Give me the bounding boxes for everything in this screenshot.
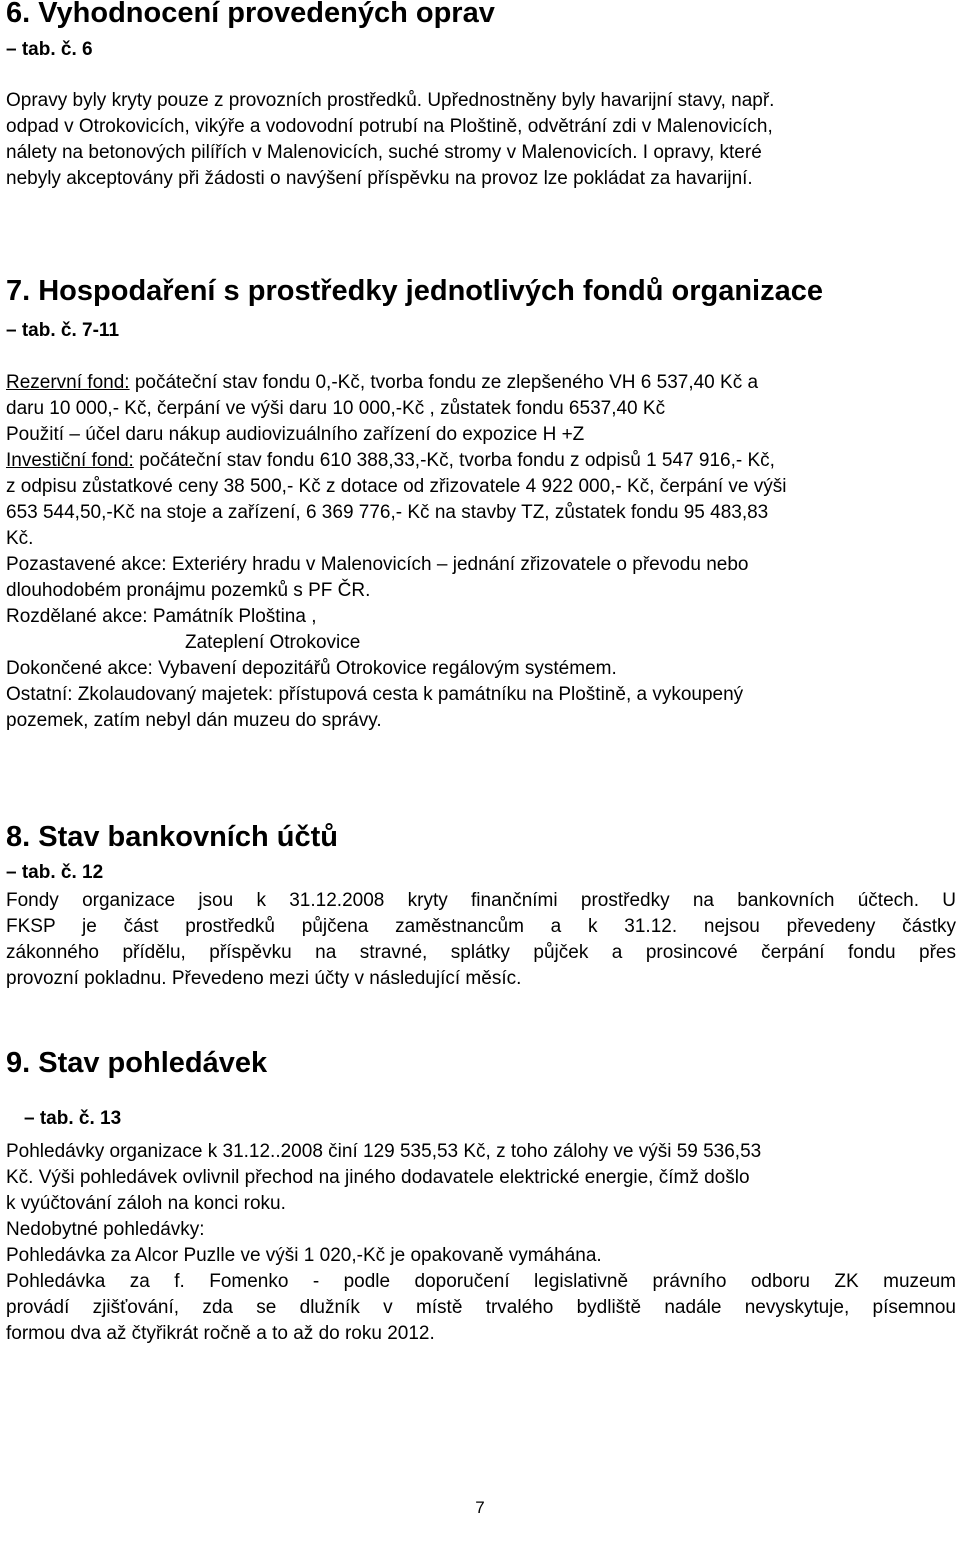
paragraph-line: k vyúčtování záloh na konci roku. xyxy=(6,1193,286,1214)
rezervni-fond-text: počáteční stav fondu 0,-Kč, tvorba fondu ze zlepšeného VH 6 537,40 Kč a xyxy=(129,372,759,393)
paragraph-line: Pohledávka za Alcor Puzlle ve výši 1 020,-Kč je opakovaně vymáhána. xyxy=(6,1245,602,1266)
paragraph-line: nálety na betonových pilířích v Malenovicích, suché stromy v Malenovicích. I opravy, které xyxy=(6,142,762,163)
paragraph-line: Pohledávka za f. Fomenko - podle doporučení legislativně právního odboru ZK muzeum xyxy=(6,1271,956,1292)
paragraph-line: dlouhodobém pronájmu pozemků s PF ČR. xyxy=(6,580,371,601)
rezervni-fond-label: Rezervní fond: xyxy=(6,372,130,393)
paragraph-line: provozní pokladnu. Převedeno mezi účty v následující měsíc. xyxy=(6,968,522,989)
dokoncene-akce-line: Dokončené akce: Vybavení depozitářů Otrokovice regálovým systémem. xyxy=(6,658,617,679)
section-6-heading: 6. Vyhodnocení provedených oprav xyxy=(6,0,495,29)
nedobytne-pohledavky-label: Nedobytné pohledávky: xyxy=(6,1219,205,1240)
section-7-tab-ref: – tab. č. 7-11 xyxy=(6,320,120,341)
section-7-body xyxy=(6,370,956,734)
paragraph-line: zákonného přídělu, příspěvku na stravné, splátky půjček a prosincové čerpání fondu přes xyxy=(6,942,956,963)
paragraph-line: z odpisu zůstatkové ceny 38 500,- Kč z dotace od zřizovatele 4 922 000,- Kč, čerpání ve výši xyxy=(6,476,787,497)
page-number: 7 xyxy=(475,1498,485,1517)
rezervni-fond-line xyxy=(6,370,956,396)
rozdelane-akce-item: Zateplení Otrokovice xyxy=(185,632,361,653)
paragraph-line: FKSP je část prostředků půjčena zaměstnancům a k 31.12. nejsou převedeny částky xyxy=(6,916,956,937)
investicni-fond-label: Investiční fond: xyxy=(6,450,134,471)
ostatni-line: Ostatní: Zkolaudovaný majetek: přístupová cesta k památníku na Ploštině, a vykoupený xyxy=(6,684,744,705)
rozdelane-akce-line: Rozdělané akce: Památník Ploština , xyxy=(6,606,317,627)
section-8-tab-ref: – tab. č. 12 xyxy=(6,862,104,883)
section-6-tab-ref: – tab. č. 6 xyxy=(6,39,93,60)
paragraph-line: odpad v Otrokovicích, vikýře a vodovodní potrubí na Ploštině, odvětrání zdi v Malenovicích, xyxy=(6,116,773,137)
paragraph-line: Fondy organizace jsou k 31.12.2008 kryty finančními prostředky na bankovních účtech. U xyxy=(6,890,956,911)
section-8-heading: 8. Stav bankovních účtů xyxy=(6,821,338,853)
investicni-fond-text: počáteční stav fondu 610 388,33,-Kč, tvorba fondu z odpisů 1 547 916,- Kč, xyxy=(133,450,775,471)
section-9-tab-ref: – tab. č. 13 xyxy=(24,1108,122,1129)
pouziti-line: Použití – účel daru nákup audiovizuálního zařízení do expozice H +Z xyxy=(6,424,585,445)
paragraph-line: provádí zjišťování, zda se dlužník v místě trvalého bydliště nadále nevyskytuje, písemnou xyxy=(6,1297,956,1318)
section-8-paragraph xyxy=(6,888,956,992)
section-9-body xyxy=(6,1139,956,1347)
paragraph-line: 653 544,50,-Kč na stoje a zařízení, 6 369 776,- Kč na stavby TZ, zůstatek fondu 95 483,83 xyxy=(6,502,769,523)
paragraph-line: Kč. xyxy=(6,528,34,549)
paragraph-line: nebyly akceptovány při žádosti o navýšení příspěvku na provoz lze pokládat za havarijní. xyxy=(6,168,753,189)
investicni-fond-line xyxy=(6,448,956,474)
pozastavene-akce-line: Pozastavené akce: Exteriéry hradu v Malenovicích – jednání zřizovatele o převodu nebo xyxy=(6,554,749,575)
paragraph-line: Opravy byly kryty pouze z provozních prostředků. Upřednostněny byly havarijní stavy, např. xyxy=(6,90,775,111)
paragraph-line: daru 10 000,- Kč, čerpání ve výši daru 10 000,-Kč , zůstatek fondu 6537,40 Kč xyxy=(6,398,666,419)
section-9-heading: 9. Stav pohledávek xyxy=(6,1047,268,1079)
paragraph-line: Pohledávky organizace k 31.12..2008 činí 129 535,53 Kč, z toho zálohy ve výši 59 536,53 xyxy=(6,1141,762,1162)
paragraph-line: pozemek, zatím nebyl dán muzeu do správy. xyxy=(6,710,382,731)
section-6-paragraph xyxy=(6,88,956,192)
section-7-heading: 7. Hospodaření s prostředky jednotlivých fondů organizace xyxy=(6,275,823,307)
paragraph-line: formou dva až čtyřikrát ročně a to až do roku 2012. xyxy=(6,1323,435,1344)
paragraph-line: Kč. Výši pohledávek ovlivnil přechod na jiného dodavatele elektrické energie, čímž došlo xyxy=(6,1167,750,1188)
